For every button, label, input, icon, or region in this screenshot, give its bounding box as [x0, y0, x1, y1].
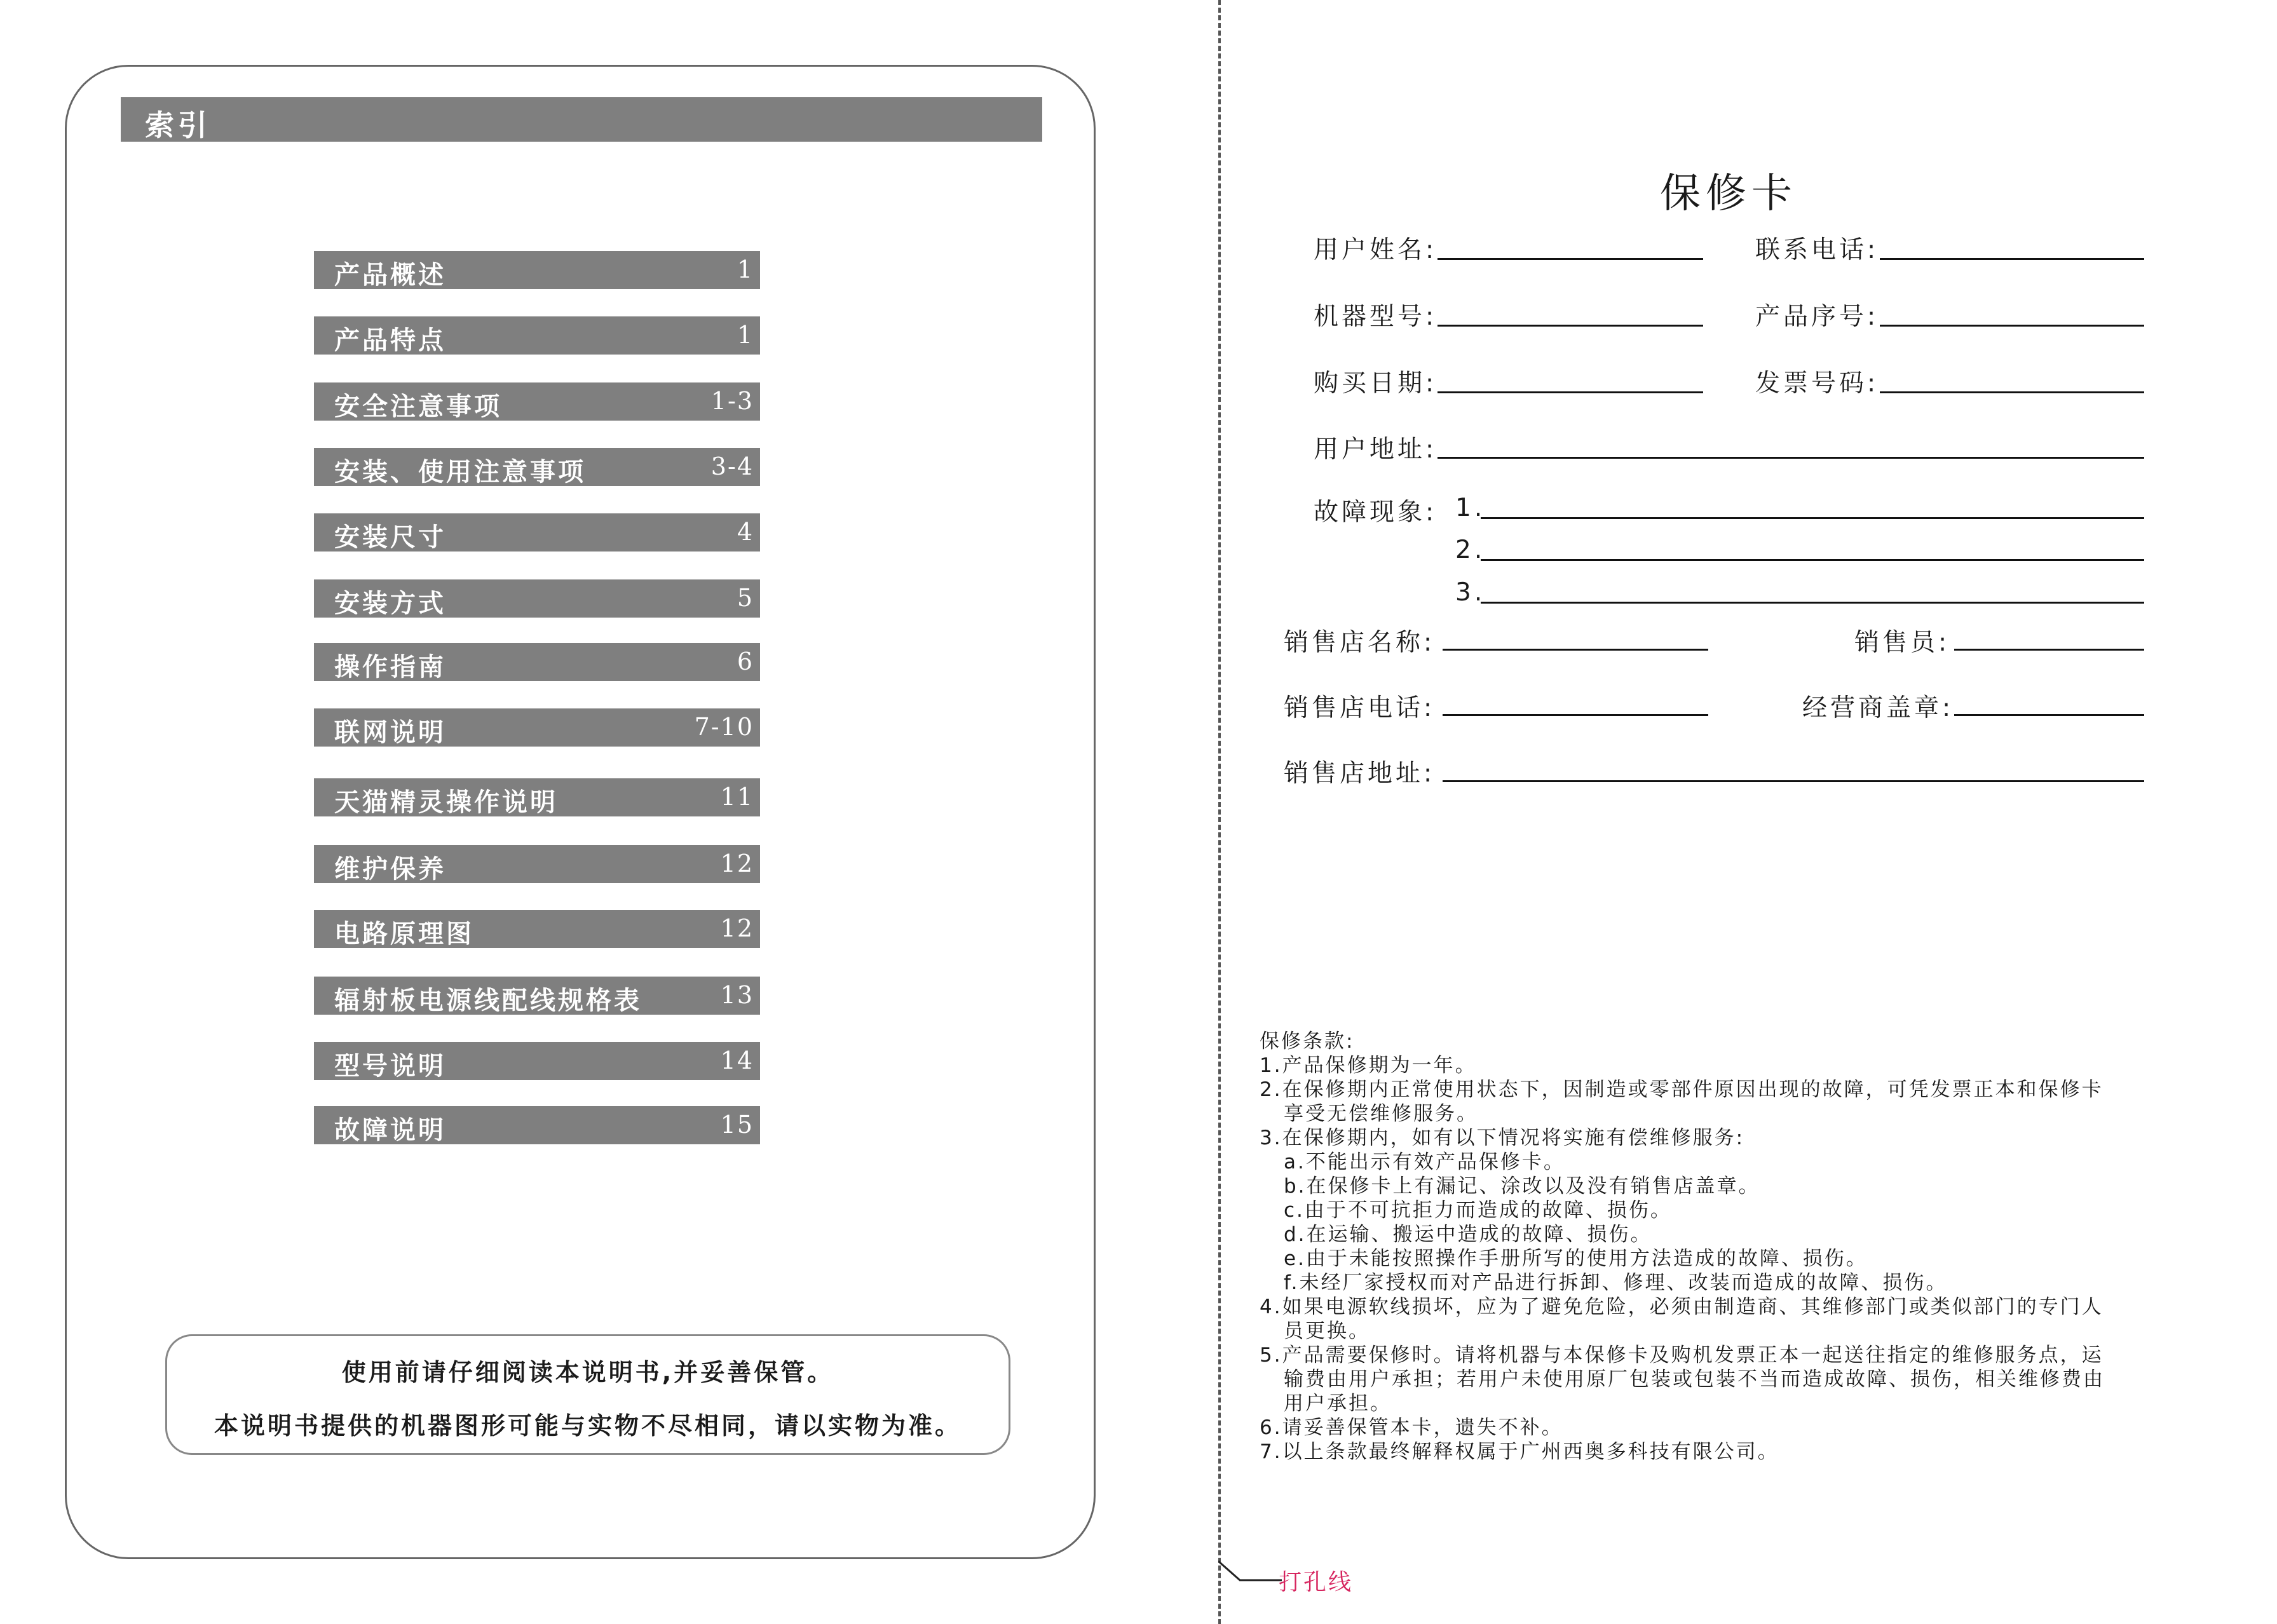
model-line[interactable] [1438, 325, 1703, 327]
terms-item: 3.在保修期内，如有以下情况将实施有偿维修服务: [1260, 1127, 1745, 1149]
toc-item [314, 448, 760, 486]
toc-item-page: 12 [720, 849, 754, 877]
toc-item-title: 安全注意事项 [334, 392, 502, 421]
toc-item-title: 产品特点 [334, 326, 446, 355]
phone-line[interactable] [1880, 258, 2144, 260]
terms-heading: 保修条款: [1260, 1030, 1355, 1053]
terms-item: 5.产品需要保修时。请将机器与本保修卡及购机发票正本一起送往指定的维修服务点，运 [1260, 1344, 2104, 1367]
warranty-terms [1260, 1029, 2187, 1464]
toc-item [314, 708, 760, 747]
terms-item: 2.在保修期内正常使用状态下，因制造或零部件原因出现的故障，可凭发票正本和保修卡 [1260, 1078, 2104, 1101]
terms-item: 享受无偿维修服务。 [1284, 1102, 1478, 1125]
serial-label: 产品序号: [1755, 302, 1879, 331]
toc-item-page: 3-4 [710, 452, 754, 480]
notice-line: 本说明书提供的机器图形可能与实物不尽相同，请以实物为准。 [214, 1412, 962, 1440]
fault-label: 故障现象: [1314, 498, 1438, 527]
toc-item-title: 操作指南 [334, 653, 446, 682]
toc-item-page: 14 [720, 1046, 754, 1074]
terms-subitem: c.由于不可抗拒力而造成的故障、损伤。 [1284, 1199, 1672, 1222]
phone-label: 联系电话: [1755, 236, 1879, 264]
index-title: 索引 [145, 108, 211, 142]
user-name-line[interactable] [1438, 258, 1703, 260]
toc-item-title: 产品概述 [334, 261, 446, 290]
toc-item-title: 安装方式 [334, 589, 446, 618]
terms-item: 1.产品保修期为一年。 [1260, 1054, 1477, 1077]
notice-box [165, 1334, 1010, 1455]
toc-item-title: 维护保养 [334, 855, 446, 884]
store-name-label: 销售店名称: [1284, 628, 1436, 657]
toc-item [314, 643, 760, 681]
card-title: 保修卡 [1660, 170, 1797, 217]
fault-line[interactable] [1481, 517, 2144, 519]
fault-line[interactable] [1481, 602, 2144, 604]
perforation-mark [1218, 1560, 1282, 1585]
toc-item [314, 316, 760, 355]
fault-number: 2. [1455, 536, 1486, 564]
toc-item [314, 1106, 760, 1144]
toc-item-title: 安装尺寸 [334, 523, 446, 552]
terms-item: 7.以上条款最终解释权属于广州西奥多科技有限公司。 [1260, 1440, 1779, 1463]
toc-item [314, 977, 760, 1015]
toc-item-page: 13 [720, 981, 754, 1009]
perforation-line [1218, 0, 1221, 1624]
toc-item [314, 382, 760, 421]
fault-number: 3. [1455, 578, 1486, 607]
toc-item-page: 15 [720, 1111, 754, 1139]
toc-item-title: 联网说明 [334, 718, 446, 747]
dealer-stamp-label: 经营商盖章: [1802, 694, 1954, 722]
address-line[interactable] [1438, 457, 2144, 459]
toc-item-page: 6 [737, 647, 754, 675]
toc-item-title: 故障说明 [334, 1116, 446, 1145]
terms-item: 4.如果电源软线损坏，应为了避免危险，必须由制造商、其维修部门或类似部门的专门人 [1260, 1296, 2104, 1318]
terms-subitem: d.在运输、搬运中造成的故障、损伤。 [1284, 1223, 1652, 1246]
terms-item: 员更换。 [1284, 1320, 1370, 1343]
toc-item-page: 11 [720, 783, 754, 811]
toc-item-title: 安装、使用注意事项 [334, 457, 586, 487]
notice-line: 使用前请仔细阅读本说明书,并妥善保管。 [341, 1358, 834, 1386]
toc-item [314, 778, 760, 816]
serial-line[interactable] [1880, 325, 2144, 327]
invoice-label: 发票号码: [1755, 369, 1879, 398]
salesperson-label: 销售员: [1854, 628, 1950, 657]
toc-item-page: 1-3 [710, 387, 754, 415]
store-name-line[interactable] [1443, 649, 1708, 651]
address-label: 用户地址: [1314, 435, 1438, 464]
toc-item [314, 579, 760, 618]
purchase-date-label: 购买日期: [1314, 369, 1438, 398]
terms-subitem: e.由于未能按照操作手册所写的使用方法造成的故障、损伤。 [1284, 1247, 1868, 1270]
salesperson-line[interactable] [1954, 649, 2144, 651]
toc-item-page: 5 [737, 584, 754, 612]
terms-item: 用户承担。 [1284, 1392, 1392, 1415]
toc-item-page: 1 [737, 255, 754, 283]
toc-item [314, 910, 760, 948]
index-header [121, 97, 1042, 142]
toc-item-title: 辐射板电源线配线规格表 [334, 986, 642, 1015]
toc-item-title: 型号说明 [334, 1052, 446, 1081]
toc-item-title: 天猫精灵操作说明 [334, 788, 558, 817]
purchase-date-line[interactable] [1438, 391, 1703, 393]
invoice-line[interactable] [1880, 391, 2144, 393]
fault-number: 1. [1455, 494, 1486, 522]
model-label: 机器型号: [1314, 302, 1438, 331]
toc-item-page: 12 [720, 914, 754, 942]
perforation-label: 打孔线 [1279, 1569, 1354, 1595]
terms-item: 6.请妥善保管本卡，遗失不补。 [1260, 1416, 1563, 1439]
store-address-line[interactable] [1443, 780, 2144, 782]
store-phone-label: 销售店电话: [1284, 694, 1436, 722]
toc-item-page: 1 [737, 321, 754, 349]
store-address-label: 销售店地址: [1284, 759, 1436, 788]
user-name-label: 用户姓名: [1314, 236, 1438, 264]
fault-line[interactable] [1481, 559, 2144, 561]
terms-item: 输费由用户承担；若用户未使用原厂包装或包装不当而造成故障、损伤，相关维修费由 [1284, 1368, 2105, 1391]
toc-item [314, 513, 760, 551]
terms-subitem: a.不能出示有效产品保修卡。 [1284, 1151, 1565, 1174]
dealer-stamp-line[interactable] [1954, 714, 2144, 716]
store-phone-line[interactable] [1443, 714, 1708, 716]
toc-item-title: 电路原理图 [334, 919, 474, 949]
terms-subitem: b.在保修卡上有漏记、涂改以及没有销售店盖章。 [1284, 1175, 1760, 1198]
toc-item [314, 1042, 760, 1080]
toc-item-page: 7-10 [694, 713, 754, 741]
toc-item [314, 845, 760, 883]
terms-subitem: f.未经厂家授权而对产品进行拆卸、修理、改装而造成的故障、损伤。 [1284, 1271, 1948, 1294]
toc-item [314, 251, 760, 289]
toc-item-page: 4 [737, 518, 754, 546]
